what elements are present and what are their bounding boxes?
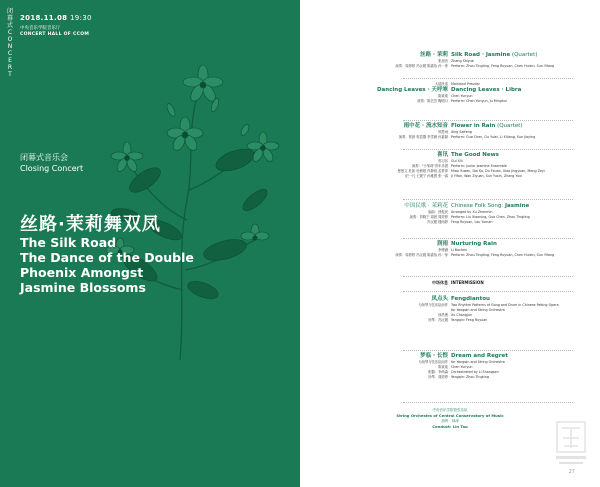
detail-cn: 徐昌俊 [438, 313, 448, 317]
vertical-title-char: C [7, 50, 13, 57]
piece-title-en [451, 152, 499, 159]
concert-title-en-line: Phoenix Amongst [20, 265, 144, 280]
text-part: Orchestrated by Li Shangsen [451, 370, 499, 374]
detail-cn: 演奏：陈芸芸 鞠明月 [417, 99, 448, 103]
program-item [300, 82, 600, 104]
detail-cn: 演奏：刘晓宁 周晨 周婷婷 [409, 215, 448, 219]
text-part-suffix: (Quartet) [495, 123, 523, 129]
section-divider [403, 199, 573, 200]
text-part: Miao Yuwen, Dai Ku, Du Feuan, Xiao Jingyuan, Meng Zeyi [451, 169, 545, 173]
text-part: Fengdiantou [451, 296, 490, 302]
concert-title-en-line: The Dance of the Double [20, 250, 194, 265]
piece-detail-row [300, 375, 600, 380]
text-part: Perform: Chen Yunyun, Ju Minghui [451, 99, 507, 103]
section-divider [403, 120, 573, 121]
conductor-cn: 指挥：林涛 [441, 418, 459, 423]
piece-title-row [300, 203, 600, 210]
concert-title-en [20, 235, 194, 295]
section-divider [403, 78, 573, 79]
section-divider [403, 350, 573, 351]
piece-title-en [451, 52, 537, 59]
vertical-title-char: 闭 [6, 8, 13, 15]
piece-title-cn: 凤点头 [431, 296, 448, 302]
text-part: Zhang Shiyue [451, 59, 474, 63]
closing-concert-en: Closing Concert [20, 164, 84, 173]
text-part: Gui Xili [451, 159, 463, 163]
text-part: Silk Road · Jasmine [451, 52, 511, 58]
vertical-title-char: C [7, 29, 13, 36]
program-item [300, 296, 600, 323]
detail-en [451, 280, 484, 285]
detail-cn: 张旭音 [438, 59, 448, 63]
jasmine-flower-illustration [85, 40, 295, 360]
vertical-title-char: 式 [6, 22, 13, 29]
piece-detail-row [300, 135, 600, 140]
orchestra-en: String Orchestra of Central Conservatory of Music [396, 413, 504, 418]
detail-cn: 配器：李尚森 [428, 370, 448, 374]
text-part: Ji Yifan, Wan Ziyuan, Sun Yuxin, Zhang Yuxi [451, 174, 523, 178]
detail-en [451, 174, 522, 179]
program-item [300, 353, 600, 380]
watermark-seal-icon [554, 420, 588, 468]
intermission-block [300, 280, 600, 287]
section-divider [403, 149, 573, 150]
detail-cn: 演奏：郭晨 郭语馨 李雪雁 孙嘉颖 [398, 135, 448, 139]
text-part-suffix: Jasmine [504, 203, 530, 209]
text-part: Perform: Zhou Tingting, Feng Ruyuan, Chen Huixin, Sun Yifang [451, 64, 555, 68]
text-part: Li Bochen [451, 248, 468, 252]
text-part: Chen Yunyun [451, 94, 473, 98]
text-part: Perform: Zhou Tingting, Feng Ruyuan, Chen Huixin, Sun Yifang [451, 253, 555, 257]
detail-cn: 陈欢欢 [438, 365, 448, 369]
detail-cn: 郭习乐 [438, 159, 448, 163]
detail-cn: 曼曼文 杜凯 杜俐娅 肖静庭 孟梦萍 [397, 169, 448, 173]
piece-detail-row [300, 99, 600, 104]
text-part: The Good News [451, 152, 499, 158]
page-number: 27 [568, 469, 575, 475]
section-divider [403, 402, 573, 403]
piece-title-cn: Dancing Leaves · 天呼寒 [376, 87, 448, 93]
detail-cn: 演奏：周婷婷 冯沅媛 陈嘉怡 孙一菲 [395, 64, 448, 68]
detail-cn: 大陆民谣 [434, 82, 448, 86]
detail-en [451, 253, 554, 258]
detail-cn: 邢思雨 [438, 130, 448, 134]
piece-title-en [451, 123, 523, 130]
text-part: Mainland Preudar [451, 82, 480, 86]
vertical-title-char: O [7, 36, 13, 43]
text-part: Perform: Guo Chen, Gu Yulei, Li Xiliang, Sun Jiaying [451, 135, 536, 139]
vertical-title-char: 幕 [6, 15, 13, 22]
section-divider [403, 238, 573, 239]
text-part: Feng Ruyuan, Lou Yuman [451, 220, 493, 224]
piece-detail-row [300, 280, 600, 287]
piece-title-row [300, 52, 600, 59]
program-item [300, 123, 600, 140]
text-part: Nurturing Rain [451, 241, 497, 247]
program-item [300, 52, 600, 69]
detail-cn: 陈欢欢 [438, 94, 448, 98]
concert-time: 19:30 [70, 14, 92, 22]
text-part: INTERMISSION [451, 280, 484, 285]
concert-date: 2018.11.08 [20, 14, 68, 22]
detail-en [451, 318, 487, 323]
vertical-title [4, 8, 16, 78]
text-part: Chen Yunyun [451, 365, 473, 369]
piece-title-row [300, 241, 600, 248]
detail-cn: 纪一凡 王媛宁 孙雅慧 张一睿 [405, 174, 448, 178]
detail-en [451, 99, 507, 104]
piece-title-row [300, 87, 600, 94]
conductor-en: Conduct: Lin Tao [432, 423, 468, 429]
vertical-title-char: T [8, 71, 12, 78]
date-line [20, 14, 92, 22]
piece-title-cn: 雨中花 · 流水知音 [403, 123, 448, 129]
piece-title-en [451, 203, 529, 210]
venue-cn: 中央音乐学院音乐厅 [20, 26, 61, 31]
detail-en [451, 375, 489, 380]
detail-cn: 演奏："小茉莉"青年乐团 [411, 164, 448, 168]
program-item [300, 203, 600, 225]
piece-title-cn: 润雨 [436, 241, 448, 247]
detail-en [451, 220, 492, 225]
text-part: Flower in Rain [451, 123, 496, 129]
detail-cn: 为扬琴与弦乐队而作 [418, 303, 448, 307]
text-part: Two Rhythm Patterns of Gong and Drum in Chinese Peking Opera [451, 303, 559, 307]
vertical-title-char: E [8, 57, 12, 64]
program-item [300, 152, 600, 179]
vertical-title-char: R [7, 64, 13, 71]
piece-detail-row [300, 253, 600, 258]
piece-title-en [451, 241, 497, 248]
text-part: Arranged by Xu Zhenmin [451, 210, 493, 214]
text-part: Yangqin: Feng Ruyuan [451, 318, 488, 322]
detail-cn: 演奏：周婷婷 冯沅媛 陈嘉怡 孙一菲 [395, 253, 448, 257]
orchestra-cn: 中央音乐学院管弦乐队 [432, 408, 468, 412]
text-part: Yangqin: Zhou Tingting [451, 375, 489, 379]
piece-title-cn: 喜讯 [436, 152, 448, 158]
text-part: Dancing Leaves · Libra [451, 87, 522, 93]
detail-cn: 扬琴：周婷婷 [428, 375, 448, 379]
piece-title-row [300, 296, 600, 303]
detail-cn: 中场休息 [432, 280, 448, 285]
piece-title-cn: 梦临 · 长恨 [420, 353, 448, 359]
program-item [300, 241, 600, 258]
detail-cn: 编曲：徐振民 [428, 210, 448, 214]
piece-detail-row [300, 318, 600, 323]
program-page [300, 0, 600, 487]
text-part: for Yangqin and String Orchestra [451, 360, 505, 364]
text-part: Perform: Junior Jasmine Ensemble [451, 164, 507, 168]
closing-concert-cn: 闭幕式音乐会 [20, 153, 68, 162]
detail-cn: 李博涵 [438, 248, 448, 252]
piece-title-en [451, 296, 490, 303]
piece-title-cn: 丝路 · 茉莉 [420, 52, 448, 58]
piece-detail-row [300, 174, 600, 179]
detail-en [451, 135, 535, 140]
text-part: Dream and Regret [451, 353, 508, 359]
piece-title-row [300, 123, 600, 130]
text-part: Xu Changjun [451, 313, 473, 317]
text-part: for Yangqin and String Orchestra [451, 308, 505, 312]
piece-title-cn: 中国民歌 · 茉莉花 [404, 203, 448, 209]
piece-title-row [300, 353, 600, 360]
concert-title-cn: 丝路·茉莉舞双凤 [20, 214, 161, 235]
detail-en [451, 64, 554, 69]
piece-title-row [300, 152, 600, 159]
concert-title-en-line: The Silk Road [20, 235, 117, 250]
detail-cn: 冯沅媛 楼雨婷 [427, 220, 448, 224]
text-part-suffix: (Quartet) [510, 52, 538, 58]
section-divider [403, 291, 573, 292]
text-part: Xing Saifeng [451, 130, 472, 134]
vertical-title-char: N [7, 43, 13, 50]
piece-title-en [451, 87, 521, 94]
piece-detail-row [300, 220, 600, 225]
detail-cn: 为扬琴与弦乐队而作 [418, 360, 448, 364]
concert-title-en-line: Jasmine Blossoms [20, 280, 146, 295]
piece-detail-row [300, 64, 600, 69]
text-part: Perform: Liu Xiaoning, Guo Chen, Zhou Tingting [451, 215, 530, 219]
text-part: Chinese Folk Song: [451, 203, 505, 209]
section-divider [403, 276, 573, 277]
venue-en: CONCERT HALL OF CCOM [20, 32, 90, 37]
piece-title-en [451, 353, 508, 360]
detail-cn: 扬琴：冯沅媛 [428, 318, 448, 322]
